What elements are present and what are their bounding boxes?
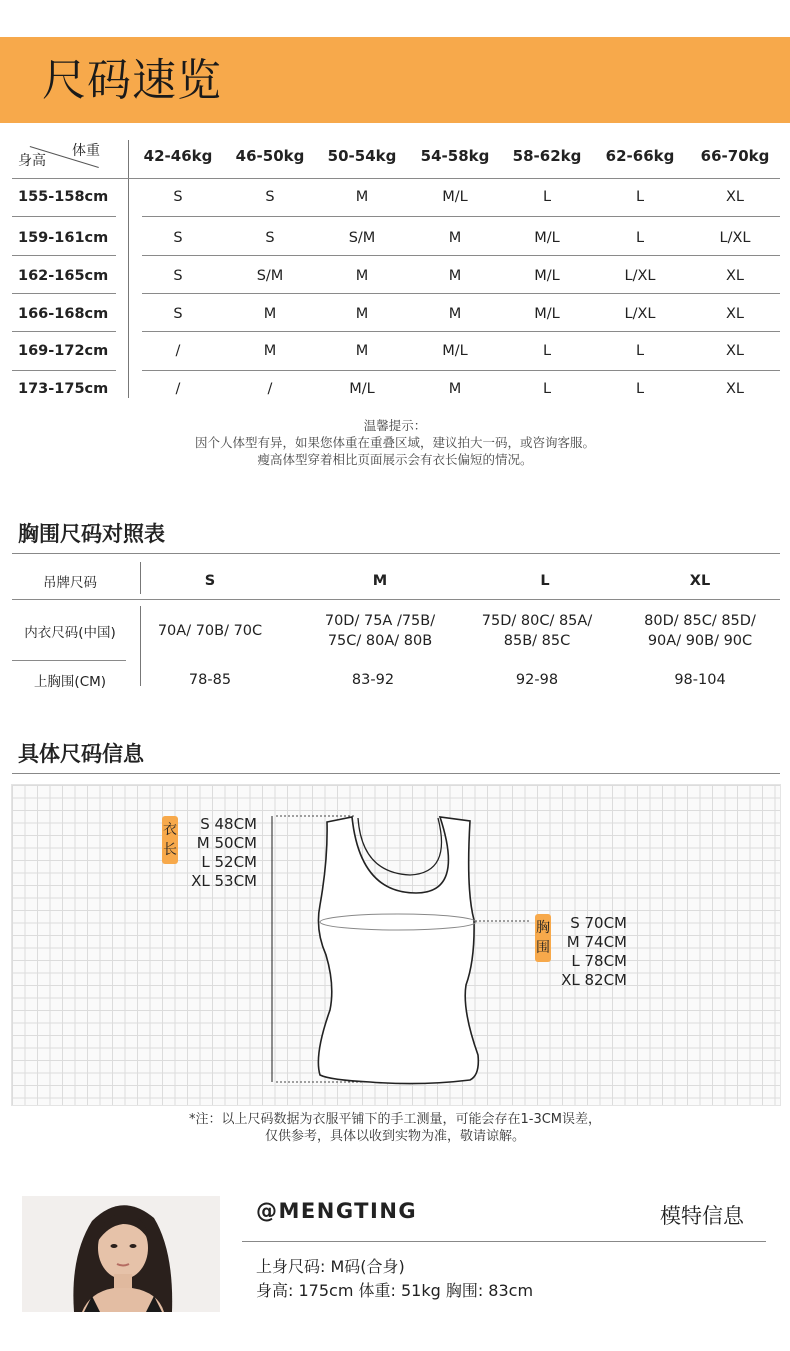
- size-cell: S: [173, 268, 183, 284]
- size-cell: S: [265, 189, 275, 205]
- size-cell: M: [448, 306, 462, 322]
- length-value: L 52CM: [201, 853, 257, 871]
- size-cell: L: [542, 189, 552, 205]
- length-tag-char: 衣: [163, 822, 177, 838]
- bra-tag-size: XL: [689, 573, 711, 589]
- size-cell: M: [355, 343, 369, 359]
- section-title: 具体尺码信息: [18, 742, 144, 766]
- chest-values: [552, 914, 627, 990]
- corner-height-label: 身高: [18, 153, 46, 169]
- size-cell: S/M: [348, 230, 376, 246]
- weight-header: 42-46kg: [143, 147, 213, 165]
- height-label: 159-161cm: [18, 230, 109, 246]
- size-cell: XL: [725, 381, 744, 397]
- bust-value: 92-98: [515, 672, 559, 688]
- weight-header: 66-70kg: [700, 147, 770, 165]
- height-label: 155-158cm: [18, 189, 109, 205]
- length-values: [180, 815, 257, 891]
- height-label: 173-175cm: [18, 381, 109, 397]
- bra-size-value: 85B/ 85C: [503, 633, 571, 649]
- length-tag: [162, 816, 178, 864]
- height-label: 166-168cm: [18, 306, 109, 322]
- size-cell: L: [635, 230, 645, 246]
- model-handle: @MENGTING: [256, 1199, 418, 1223]
- page-title: 尺码速览: [42, 55, 222, 106]
- bra-size-value: 75D/ 80C/ 85A/: [481, 613, 593, 629]
- size-cell: L/XL: [719, 230, 751, 246]
- bra-tag-size: S: [204, 573, 216, 589]
- chest-value: L 78CM: [571, 952, 627, 970]
- bra-size-value: 70D/ 75A /75B/: [324, 613, 436, 629]
- weight-header: 54-58kg: [420, 147, 490, 165]
- size-cell: M/L: [534, 268, 560, 284]
- size-cell: M/L: [349, 381, 375, 397]
- model-info-title: 模特信息: [660, 1204, 744, 1228]
- length-value: S 48CM: [200, 815, 257, 833]
- size-cell: L: [635, 381, 645, 397]
- size-cell: XL: [725, 306, 744, 322]
- size-cell: L: [635, 343, 645, 359]
- bra-size-value: 90A/ 90B/ 90C: [647, 633, 753, 649]
- size-cell: L: [542, 343, 552, 359]
- measure-note: 仅供参考，具体以收到实物为准，敬请谅解。: [264, 1129, 525, 1144]
- model-photo: [22, 1196, 220, 1312]
- bra-size-value: 80D/ 85C/ 85D/: [644, 613, 756, 629]
- size-cell: M/L: [534, 230, 560, 246]
- model-fit: 上身尺码: M码(合身): [256, 1257, 405, 1276]
- size-cell: M: [448, 230, 462, 246]
- weight-header: 62-66kg: [605, 147, 675, 165]
- length-value: M 50CM: [196, 834, 257, 852]
- model-stats: 身高: 175cm 体重: 51kg 胸围: 83cm: [256, 1281, 534, 1300]
- bra-size-value: 70A/ 70B/ 70C: [157, 623, 263, 639]
- chest-value: M 74CM: [566, 933, 627, 951]
- size-cell: L/XL: [624, 268, 656, 284]
- height-label: 169-172cm: [18, 343, 109, 359]
- size-cell: S/M: [256, 268, 284, 284]
- size-cell: M: [355, 189, 369, 205]
- bra-row-label: 吊牌尺码: [43, 575, 97, 591]
- weight-header: 46-50kg: [235, 147, 305, 165]
- bra-size-value: 75C/ 80A/ 80B: [327, 633, 433, 649]
- size-cell: XL: [725, 343, 744, 359]
- bra-row-label: 内衣尺码(中国): [24, 625, 116, 641]
- height-label: 162-165cm: [18, 268, 109, 284]
- bra-tag-size: M: [372, 573, 388, 589]
- size-cell: M: [448, 381, 462, 397]
- size-cell: XL: [725, 189, 744, 205]
- chest-tag-char: 围: [536, 940, 550, 956]
- tip-title: 温馨提示：: [363, 418, 427, 433]
- tip-line: 瘦高体型穿着相比页面展示会有衣长偏短的情况。: [257, 452, 533, 467]
- weight-header: 50-54kg: [327, 147, 397, 165]
- bust-value: 83-92: [351, 672, 395, 688]
- tip-line: 因个人体型有异，如果您体重在重叠区域，建议拍大一码，或咨询客服。: [194, 435, 595, 450]
- weight-header: 58-62kg: [512, 147, 582, 165]
- size-cell: L: [635, 189, 645, 205]
- size-cell: L/XL: [624, 306, 656, 322]
- chest-tag: [535, 914, 551, 962]
- section-title: 胸围尺码对照表: [18, 522, 165, 546]
- chest-tag-char: 胸: [536, 920, 550, 936]
- size-cell: S: [173, 189, 183, 205]
- size-cell: L: [542, 381, 552, 397]
- size-cell: M: [263, 343, 277, 359]
- size-cell: S: [173, 306, 183, 322]
- size-cell: S: [173, 230, 183, 246]
- size-cell: M: [448, 268, 462, 284]
- bra-tag-size: L: [540, 573, 550, 589]
- chest-value: S 70CM: [570, 914, 627, 932]
- size-cell: M/L: [534, 306, 560, 322]
- chest-value: XL 82CM: [561, 971, 627, 989]
- corner-weight-label: 体重: [72, 143, 100, 159]
- model-divider: [242, 1241, 766, 1242]
- size-cell: M/L: [442, 343, 468, 359]
- size-cell: M/L: [442, 189, 468, 205]
- length-value: XL 53CM: [191, 872, 257, 890]
- size-cell: XL: [725, 268, 744, 284]
- bust-value: 78-85: [188, 672, 232, 688]
- bra-row-label: 上胸围(CM): [33, 674, 107, 690]
- size-cell: M: [355, 268, 369, 284]
- size-cell: /: [175, 381, 181, 397]
- length-tag-char: 长: [163, 842, 177, 858]
- size-cell: /: [175, 343, 181, 359]
- size-cell: /: [267, 381, 273, 397]
- size-cell: M: [263, 306, 277, 322]
- measure-note: *注：以上尺码数据为衣服平铺下的手工测量，可能会存在1-3CM误差，: [188, 1112, 602, 1127]
- size-cell: M: [355, 306, 369, 322]
- bust-value: 98-104: [674, 672, 726, 688]
- size-cell: S: [265, 230, 275, 246]
